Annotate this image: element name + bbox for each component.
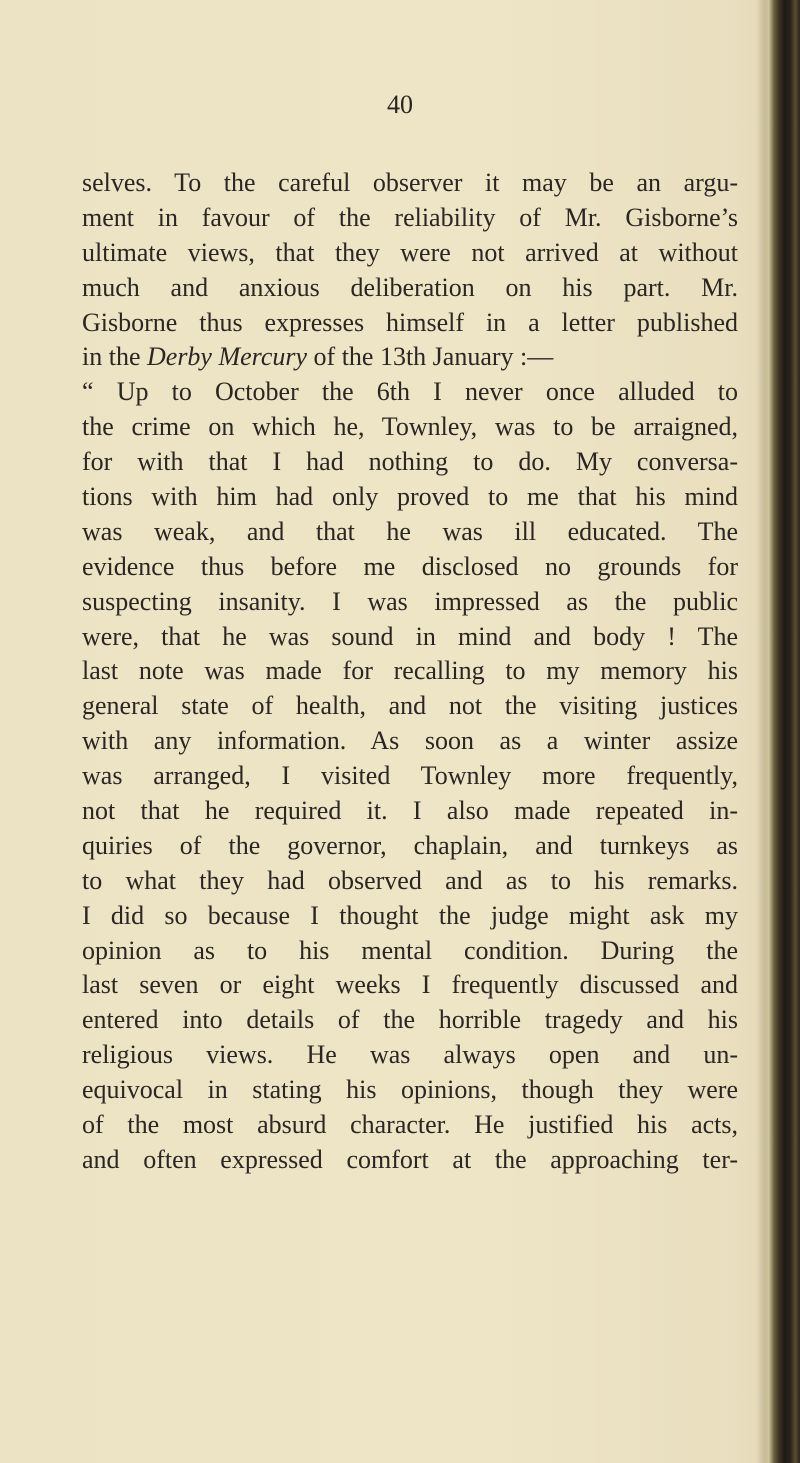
text-line: with any information. As soon as a winter assize <box>82 726 738 756</box>
text-line: equivocal in stating his opinions, though they were <box>82 1075 738 1105</box>
page-number: 40 <box>387 90 413 119</box>
text-line: entered into details of the horrible tragedy and his <box>82 1005 738 1035</box>
text-line: were, that he was sound in mind and body ! The <box>82 621 738 651</box>
text-line: and often expressed comfort at the approaching ter- <box>82 1144 738 1174</box>
newspaper-title: Derby Mercury <box>147 342 308 372</box>
body-text <box>82 166 738 1178</box>
text-line: much and anxious deliberation on his part. Mr. <box>82 272 738 302</box>
text-line: for with that I had nothing to do. My conversa- <box>82 447 738 477</box>
text-line: general state of health, and not the visiting justices <box>82 691 738 721</box>
text-line: the crime on which he, Townley, was to be arraigned, <box>82 412 738 442</box>
text-line: quiries of the governor, chaplain, and turnkeys as <box>82 830 738 860</box>
text-line: to what they had observed and as to his remarks. <box>82 865 738 895</box>
text-run: of the 13th January :— <box>307 342 554 372</box>
text-line: was arranged, I visited Townley more frequently, <box>82 761 738 791</box>
text-line: ultimate views, that they were not arrived at without <box>82 237 738 267</box>
text-line: selves. To the careful observer it may be an argu- <box>82 168 738 197</box>
text-line: “ Up to October the 6th I never once alluded to <box>82 377 738 407</box>
text-line: religious views. He was always open and un- <box>82 1040 738 1070</box>
text-line: last seven or eight weeks I frequently discussed and <box>82 970 738 1000</box>
text-line: last note was made for recalling to my memory his <box>82 656 738 686</box>
text-line: I did so because I thought the judge might ask my <box>82 900 738 930</box>
text-line <box>82 340 738 375</box>
text-line: tions with him had only proved to me that his mind <box>82 482 738 512</box>
text-line: evidence thus before me disclosed no grounds for <box>82 551 738 581</box>
text-line: suspecting insanity. I was impressed as the public <box>82 586 738 616</box>
text-line: not that he required it. I also made repeated in- <box>82 796 738 826</box>
text-line: of the most absurd character. He justified his acts, <box>82 1110 738 1140</box>
text-line: Gisborne thus expresses himself in a letter published <box>82 307 738 337</box>
text-line: opinion as to his mental condition. During the <box>82 935 738 965</box>
text-run: in the <box>82 342 147 372</box>
text-line: ment in favour of the reliability of Mr. Gisborne’s <box>82 202 738 232</box>
book-binding-edge <box>762 0 800 1463</box>
text-line: was weak, and that he was ill educated. The <box>82 516 738 546</box>
